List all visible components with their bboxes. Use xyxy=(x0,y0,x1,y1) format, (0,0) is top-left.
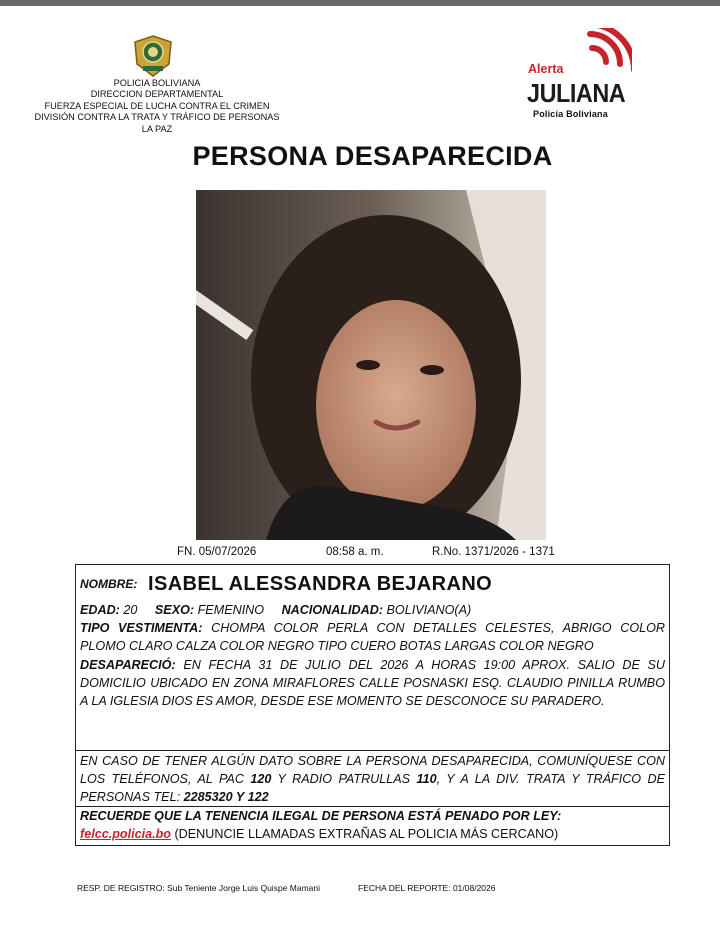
record-number: R.No. 1371/2026 - 1371 xyxy=(432,546,555,558)
page-title: PERSONA DESAPARECIDA xyxy=(192,141,553,171)
sex-label: SEXO: xyxy=(154,603,195,617)
warning-note: (DENUNCIE LLAMADAS EXTRAÑAS AL POLICIA MÁS CERCANO) xyxy=(170,827,559,842)
pac-number: 120 xyxy=(250,772,272,787)
disappeared-value: EN FECHA 31 DE JULIO DEL 2026 A HORAS 19:00 APROX. SALIO DE SU DOMICILIO UBICADO EN ZONA MIRAFLORES CALLE POSNASKI ESQ. CLAUDIO PINILLA RUMBO A LA IGLESIA DIOS ES AMOR, DESDE ESE MOMENTO SE DESCONOCE SU PARADERO. xyxy=(80,657,666,709)
fn-date: FN. 05/07/2026 xyxy=(177,546,257,558)
name-label: NOMBRE: xyxy=(80,577,138,591)
clothing-value: CHOMPA COLOR PERLA CON DETALLES CELESTES, ABRIGO COLOR PLOMO CLARO CALZA COLOR NEGRO TIPO CUERO BOTAS LARGAS COLOR NEGRO xyxy=(80,621,666,654)
contact-text: Y RADIO PATRULLAS xyxy=(271,772,417,787)
registrar: RESP. DE REGISTRO: Sub Teniente Jorge Luis Quispe Mamani xyxy=(77,883,320,893)
clothing-label: TIPO VESTIMENTA: xyxy=(80,621,203,636)
police-crest-icon xyxy=(131,34,175,78)
warning-info xyxy=(80,807,665,843)
age-value: 20 xyxy=(123,603,138,617)
report-time: 08:58 a. m. xyxy=(326,546,384,558)
person-info-box xyxy=(75,564,670,846)
report-date: FECHA DEL REPORTE: 01/08/2026 xyxy=(358,883,496,893)
trata-phone: 2285320 Y 122 xyxy=(183,790,269,805)
header-line: DIRECCION DEPARTAMENTAL xyxy=(90,89,224,100)
institution-header xyxy=(22,78,292,135)
divider xyxy=(76,750,669,751)
header-line: POLICIA BOLIVIANA xyxy=(113,78,201,88)
contact-text: , Y A LA DIV. TRATA Y TRÁFICO DE PERSONAS TEL: xyxy=(80,772,666,805)
person-name: ISABEL ALESSANDRA BEJARANO xyxy=(148,573,493,595)
top-border xyxy=(0,0,720,6)
contact-info xyxy=(80,752,665,807)
disappeared-label: DESAPARECIÓ: xyxy=(80,657,176,672)
sex-value: FEMENINO xyxy=(197,603,265,617)
alerta-word: Alerta xyxy=(528,62,564,76)
header-line: FUERZA ESPECIAL DE LUCHA CONTRA EL CRIMEN xyxy=(44,100,270,111)
header-line: LA PAZ xyxy=(141,123,173,134)
radio-number: 110 xyxy=(416,772,437,787)
felcc-link[interactable]: felcc.policia.bo xyxy=(80,827,171,842)
missing-person-photo xyxy=(196,190,546,540)
nationality-label: NACIONALIDAD: xyxy=(281,603,384,617)
warning-text: RECUERDE QUE LA TENENCIA ILEGAL DE PERSONA ESTÁ PENADO POR LEY: xyxy=(80,809,562,823)
policia-boliviana-word: Policía Boliviana xyxy=(533,109,608,119)
person-details xyxy=(80,601,665,710)
contact-text: EN CASO DE TENER ALGÚN DATO SOBRE LA PERSONA DESAPARECIDA, COMUNÍQUESE CON LOS TELÉFONOS, AL PAC xyxy=(80,754,665,787)
juliana-word: JULIANA xyxy=(527,78,626,108)
age-label: EDAD: xyxy=(80,603,120,617)
nationality-value: BOLIVIANO(A) xyxy=(386,603,472,617)
header-line: DIVISIÓN CONTRA LA TRATA Y TRÁFICO DE PERSONAS xyxy=(34,112,280,123)
